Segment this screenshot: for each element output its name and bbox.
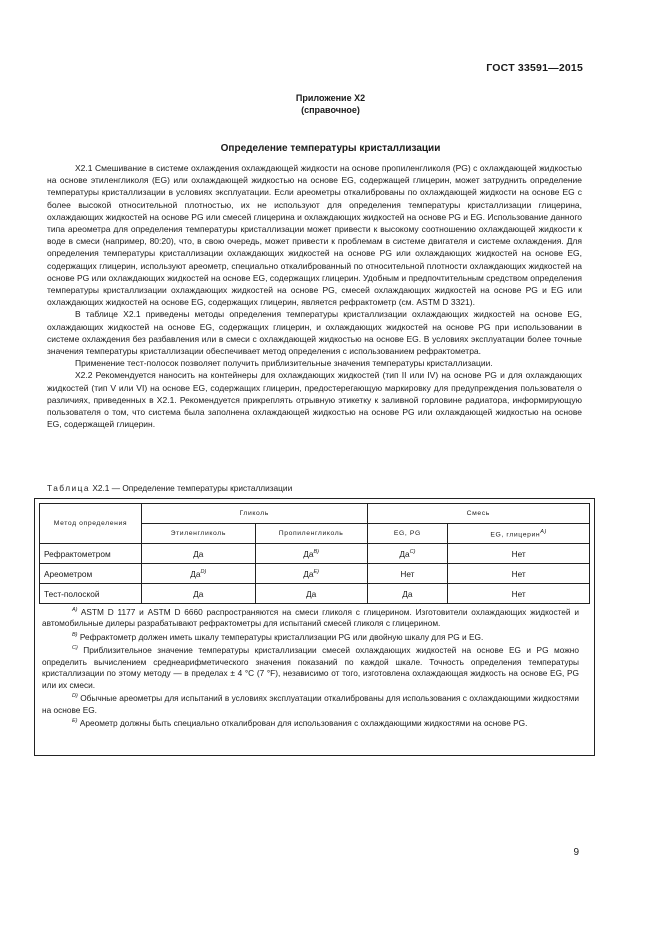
note-mark: A) (72, 607, 78, 613)
table-caption-text: X2.1 — Определение температуры кристаллизации (92, 483, 293, 493)
cell-ethylene: Да (141, 544, 255, 564)
cell-value: Да (190, 568, 201, 579)
cell-eg-glycerin: Нет (448, 544, 590, 564)
cell-value: Да (303, 568, 314, 579)
appendix-heading (0, 92, 661, 116)
note-mark: E) (313, 568, 319, 575)
paragraph-x2-1: X2.1 Смешивание в системе охлаждения охлаждающей жидкости на основе пропиленгликоля (PG) с охлаждающей жидкостью на основе этиленгликоля (EG) или охлаждающей жидкостью на основе EG, содержащей глицерин, может затруднить определение температуры кристаллизации в условиях эксплуатации. Если ареометры откалиброваны по охлаждающей жидкости на основе EG с более высокой относительной плотностью, их не используют для определения температуры кристаллизации глицерина, охлаждающих жидкостей на основе PG или смесей глицерина и охлаждающих жидкостей на основе PG и EG. Использование данного типа ареометра для определения температуры кристаллизации может привести к высокому соотношению охлаждающей жидкости к воде в смеси (например, 80:20), что, в свою очередь, может привести к проблемам в системе двигателя и системе охлаждения. Для определения температуры кристаллизации охлаждающих жидкостей на основе PG или охлаждающих жидкостей на основе EG, содержащих глицерин, используют ареометр, специально откалиброванный по относительной плотности охлаждающих жидкостей на основе PG или охлаждающих жидкостей на основе EG, содержащих глицерин. Удобным и предпочтительным средством определения температуры кристаллизации охлаждающих жидкостей на основе PG, смесей охлаждающих жидкостей на основе PG и EG или охлаждающих жидкостей на основе EG, содержащих глицерин, является рефрактометр (см. ASTM D 3321). (47, 163, 582, 308)
table-row (40, 564, 590, 584)
table-header-row-1 (40, 504, 590, 524)
cell-method: Тест-полоской (40, 584, 142, 604)
header-eg-glycerin (448, 524, 590, 544)
note-mark: D) (72, 693, 78, 700)
note-text: Рефрактометр должен иметь шкалу температуры кристаллизации PG или двойную шкалу для PG и EG. (79, 631, 484, 642)
section-title: Определение температуры кристаллизации (220, 143, 441, 154)
cell-ethylene: Да (141, 584, 255, 604)
cell-method: Ареометром (40, 564, 142, 584)
header-ethylene: Этиленгликоль (141, 524, 255, 544)
header-glycol: Гликоль (141, 504, 367, 524)
cell-eg-glycerin: Нет (448, 584, 590, 604)
note-mark: C) (72, 645, 78, 652)
header-propylene: Пропиленгликоль (255, 524, 367, 544)
header-method: Метод определения (40, 504, 142, 544)
body-text (47, 162, 582, 430)
header-eg-pg: EG, PG (367, 524, 448, 544)
table-row (40, 544, 590, 564)
table-caption-label: Таблица (47, 483, 91, 493)
table-row (40, 584, 590, 604)
note-mark: E) (72, 718, 78, 725)
note-mark: C) (409, 548, 416, 555)
table-notes (42, 605, 579, 730)
paragraph-test-strips: Применение тест-полосок позволяет получить приблизительные значения температуры кристаллизации. (75, 358, 493, 369)
cell-propylene (255, 564, 367, 584)
page-number: 9 (573, 847, 579, 858)
header-eg-glycerin-label: EG, глицерин (490, 531, 541, 539)
note-mark: A) (540, 528, 547, 535)
cell-value: Да (399, 548, 410, 559)
crystallization-table (39, 503, 590, 604)
note-mark: D) (200, 568, 207, 575)
note-text: Обычные ареометры для испытаний в условиях эксплуатации откалиброваны для использования с охлаждающими жидкостями на основе EG. (42, 693, 580, 715)
note-mark: B) (72, 631, 78, 638)
table-caption (47, 483, 292, 493)
paragraph-x2-2: X2.2 Рекомендуется наносить на контейнеры для охлаждающих жидкостей (тип II или IV) на основе PG и для охлаждающих жидкостей (тип V или VI) на основе EG, содержащих глицерин, предостерегающую маркировку для предупреждения пользователя о различиях, приведенных в X2.1. Рекомендуется прикреплять отрывную этикетку к заливной горловине радиатора, информирующую пользователя о том, что система была заполнена охлаждающей жидкостью на основе PG или охлаждающей жидкостью на основе EG, содержащей глицерин. (47, 370, 582, 430)
cell-propylene: Да (255, 584, 367, 604)
header-mixture: Смесь (367, 504, 589, 524)
appendix-subtitle: (справочное) (301, 105, 360, 115)
table-note (42, 716, 579, 729)
document-code: ГОСТ 33591—2015 (486, 62, 583, 74)
cell-method: Рефрактометром (40, 544, 142, 564)
paragraph-table-intro: В таблице X2.1 приведены методы определения температуры кристаллизации охлаждающих жидкостей на основе EG, охлаждающих жидкостей на основе EG, содержащих глицерин, и охлаждающих жидкостей на основе PG при использовании в системе охлаждения без разбавления или в смеси с охлаждающей жидкостью на основе EG. В условиях эксплуатации более точные значения температуры кристаллизации обеспечивает метод определения с использованием рефрактометра. (47, 309, 582, 357)
table-note (42, 691, 579, 716)
table-note (42, 605, 579, 630)
table-note (42, 630, 579, 643)
cell-eg-pg: Да (367, 584, 448, 604)
cell-value: Да (303, 548, 314, 559)
note-text: Приблизительное значение температуры кристаллизации смесей охлаждающих жидкостей на основе EG и PG можно определить вычислением среднеарифметического значения показаний по каждой шкале. Точность определения температуры кристаллизации по этому методу — в пределах ± 4 °С (7 °F), независимо от того, изготовлена охлаждающая жидкость на основе EG, PG или их смеси. (42, 645, 579, 690)
cell-ethylene (141, 564, 255, 584)
note-text: ASTM D 1177 и ASTM D 6660 распространяются на смеси гликоля с глицерином. Изготовители охлаждающих жидкостей и автомобильные дилеры разрабатывают рефрактометры для испытаний смесей гликоля с глицерином. (42, 606, 579, 629)
table-note (42, 643, 579, 691)
cell-eg-glycerin: Нет (448, 564, 590, 584)
note-text: Ареометр должны быть специально откалиброван для использования с охлаждающими жидкостями на основе PG. (79, 718, 528, 729)
appendix-title: Приложение Х2 (295, 93, 366, 103)
cell-eg-pg (367, 544, 448, 564)
cell-eg-pg: Нет (367, 564, 448, 584)
note-mark: B) (313, 548, 319, 555)
cell-propylene (255, 544, 367, 564)
